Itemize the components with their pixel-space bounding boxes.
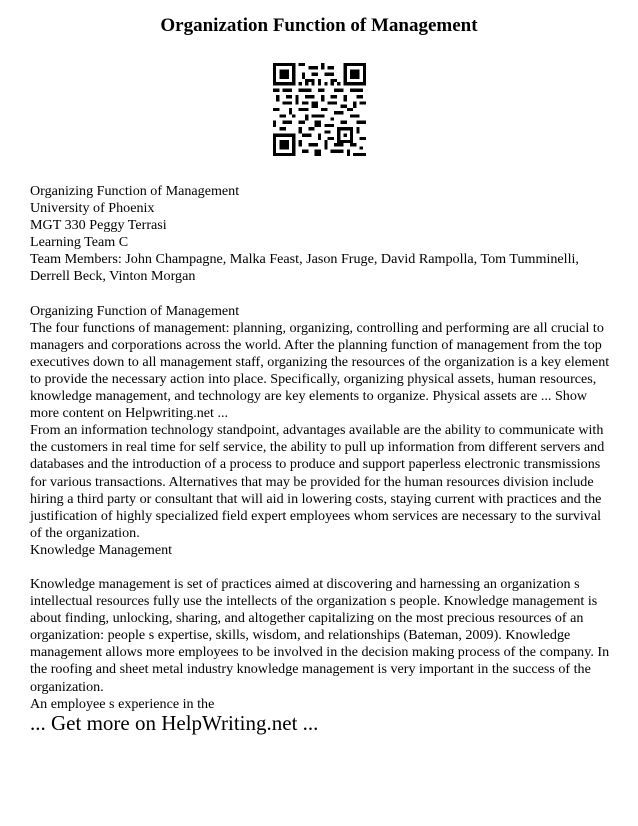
header-line-course-title: Organizing Function of Management: [30, 183, 240, 199]
header-line-course-code: MGT 330 Peggy Terrasi: [30, 217, 167, 234]
spacer: [30, 559, 610, 576]
header-line-team-members: Team Members: John Champagne, Malka Feast, Jason Fruge, David Rampolla, Tom Tumminelli, Derrell Beck, Vinton Morgan: [30, 251, 579, 285]
header-line-university: University of Phoenix: [30, 200, 155, 217]
qr-code: [273, 63, 366, 156]
paragraph-knowledge: Knowledge management is set of practices aimed at discovering and harnessing an organization s intellectual resources fully use the intellects of the organization s people. Knowledge management is about finding, unlocking, sharing, and altogether capitalizing on the most precious resources of an organization: people s expertise, skills, wisdom, and relationships (Bateman, 2009). Knowledge management allows more employees to be involved in the decision making process of the company. In the roofing and sheet metal industry knowledge management is very important in the success of the organization.: [30, 575, 610, 695]
knowledge-management-heading: Knowledge Management: [30, 541, 173, 558]
header-line-team: Learning Team C: [30, 234, 129, 251]
spacer: [30, 286, 610, 303]
paragraph-technology: From an information technology standpoint, advantages available are the ability to communicate with the customers in real time for self service, the ability to pull up information from different servers and databases and the introduction of a process to produce and support paperless electronic transmissions for various transactions. Alternatives that may be provided for the human resources division include hiring a third party or consultant that will aid in lowering costs, staying current with practices and the justification of highly specialized field expert employees whom services are necessary to the survival of the organization.: [30, 422, 605, 541]
paragraph-truncated: An employee s experience in the: [30, 695, 215, 712]
document-body: [30, 183, 610, 713]
get-more-link[interactable]: ... Get more on HelpWriting.net ...: [30, 711, 319, 735]
section-heading: Organizing Function of Management: [30, 302, 240, 319]
document-title: Organization Function of Management: [160, 15, 478, 36]
paragraph-functions: The four functions of management: planning, organizing, controlling and performing are all crucial to managers and corporations across the world. After the planning function of management from the top executives down to all management staff, organizing the resources of the organization is a key element to provide the necessary action into place. Specifically, organizing physical assets, human resources, knowledge management, and technology are key elements to organize. Physical assets are ... Show more content on Helpwriting.net ...: [30, 319, 610, 422]
